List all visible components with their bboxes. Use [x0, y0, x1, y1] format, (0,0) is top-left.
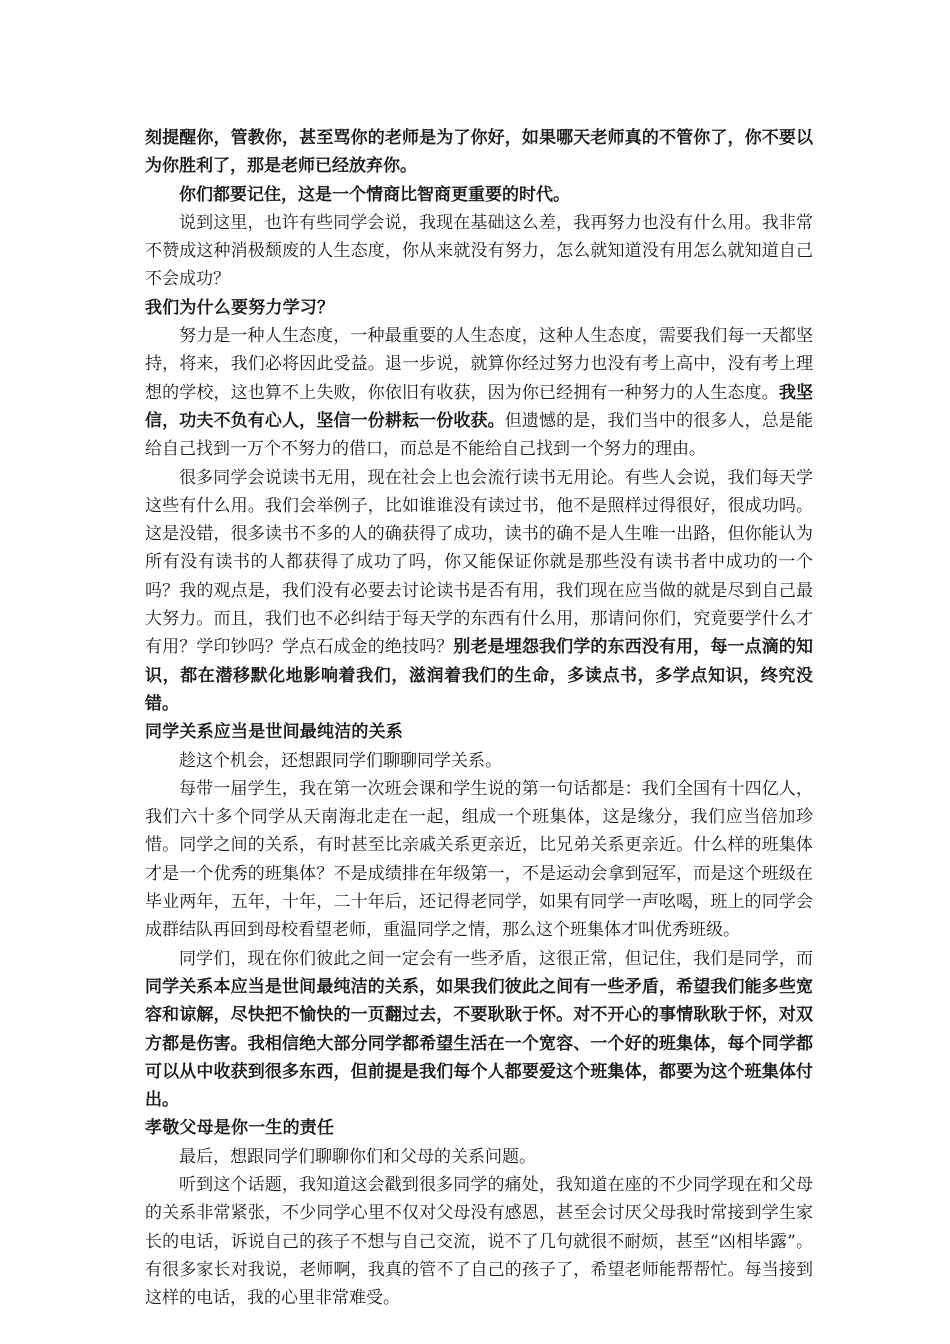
section-heading-1: 我们为什么要努力学习？	[145, 297, 335, 318]
paragraph-9	[145, 1143, 813, 1171]
paragraph-2	[145, 181, 813, 209]
paragraph-3	[145, 209, 813, 294]
bold-text: 同学关系本应当是世间最纯洁的关系，如果我们彼此之间有一些矛盾，希望我们能多些宽容和谅解，尽快把不愉快的一页翻过去，不要耿耿于怀。	[145, 976, 813, 1026]
body-text: 但遗憾的是，我们当中的很多人，总是能给自己找到一万个不努力的借口，而总是不能给自己找到一个努力的理由。	[145, 410, 814, 460]
paragraph-7	[145, 775, 813, 945]
bold-text: 我坚信，功夫不负有心人，坚信一份耕耘一份收获。	[145, 382, 814, 431]
bold-text: 刻提醒你，管教你，甚至骂你的老师是为了你好，如果哪天老师真的不管你了，你不要以为你胜利了，那是老师已经放弃你。	[145, 128, 813, 177]
body-text: 每带一届学生，我在第一次班会课和学生说的第一句话都是：我们全国有十四亿人，我们六十多个同学从天南海北走在一起，组成一个班集体，这是缘分，我们应当倍加珍惜。同学之间的关系，有时甚至比亲戚关系更亲近，比兄弟关系更亲近。什么样的班集体才是一个优秀的班集体？不是成绩排在年级第一，不是运动会拿到冠军，而是这个班级在毕业两年，五年，十年，二十年后，还记得老同学，如果有同学一声吆喝，班上的同学会成群结队再回到母校看望老师，重温同学之情，那么这个班集体才叫优秀班级。	[145, 778, 813, 941]
section-heading-3: 孝敬父母是你一生的责任	[145, 1118, 335, 1139]
body-text: 努力是一种人生态度，一种最重要的人生态度，这种人生态度，需要我们每一天都坚持，将来，我们必将因此受益。退一步说，就算你经过努力也没有考上高中，没有考上理想的学校，这也算不上失败，你依旧有收获，因为你已经拥有一种努力的人生态度。	[145, 326, 813, 403]
paragraph-4	[145, 322, 813, 463]
paragraph-8	[145, 945, 813, 1115]
bold-text: 对不开心的事情耿耿于怀，对双方都是伤害。我相信绝大部分同学都希望生活在一个宽容、一个好的班集体，每个同学都可以从中收获到很多东西，但前提是我们每个人都要爱这个班集体，都要为这个班集体付出。	[145, 1005, 814, 1111]
paragraph-6	[145, 747, 813, 775]
bold-text: 别老是埋怨我们学的东西没有用，每一点滴的知识，都在潜移默化地影响着我们，滋润着我们的生命，多读点书，多学点知识，终究没错。	[145, 637, 814, 714]
body-text: 趁这个机会，还想跟同学们聊聊同学关系。	[179, 750, 502, 771]
document-page	[145, 124, 813, 1312]
paragraph-1	[145, 124, 813, 181]
paragraph-5	[145, 464, 813, 719]
body-text: 听到这个话题，我知道这会戳到很多同学的痛处，我知道在座的不少同学现在和父母的关系非常紧张，不少同学心里不仅对父母没有感恩，甚至会讨厌父母我时常接到学生家长的电话，诉说自己的孩子不想与自己交流，说不了几句就很不耐烦，甚至“凶相毕露”。有很多家长对我说，老师啊，我真的管不了自己的孩子了，希望老师能帮帮忙。每当接到这样的电话，我的心里非常难受。	[145, 1174, 813, 1309]
bold-text: 你们都要记住，这是一个情商比智商更重要的时代。	[179, 184, 570, 205]
body-text: 说到这里，也许有些同学会说，我现在基础这么差，我再努力也没有什么用。我非常不赞成这种消极颓废的人生态度，你从来就没有努力，怎么就知道没有用怎么就知道自己不会成功？	[145, 212, 813, 290]
body-text: 很多同学会说读书无用，现在社会上也会流行读书无用论。有些人会说，我们每天学这些有什么用。我们会举例子，比如谁谁没有读过书，他不是照样过得很好，很成功吗。这是没错，很多读书不多的人的确获得了成功，读书的确不是人生唯一出路，但你能认为所有没有读书的人都获得了成功了吗，你又能保证你就是那些没有读书者中成功的一个吗？我的观点是，我们没有必要去讨论读书是否有用，我们现在应当做的就是尽到自己最大努力。而且，我们也不必纠结于每天学的东西有什么用，那请问你们，究竟要学什么才有用？学印钞吗？学点石成金的绝技吗？	[145, 467, 813, 658]
section-heading-2: 同学关系应当是世间最纯洁的关系	[145, 722, 403, 743]
body-text: 最后，想跟同学们聊聊你们和父母的关系问题。	[179, 1146, 536, 1167]
body-text: 同学们，现在你们彼此之间一定会有一些矛盾，这很正常，但记住，我们是同学，而	[179, 948, 813, 969]
paragraph-10	[145, 1171, 813, 1312]
